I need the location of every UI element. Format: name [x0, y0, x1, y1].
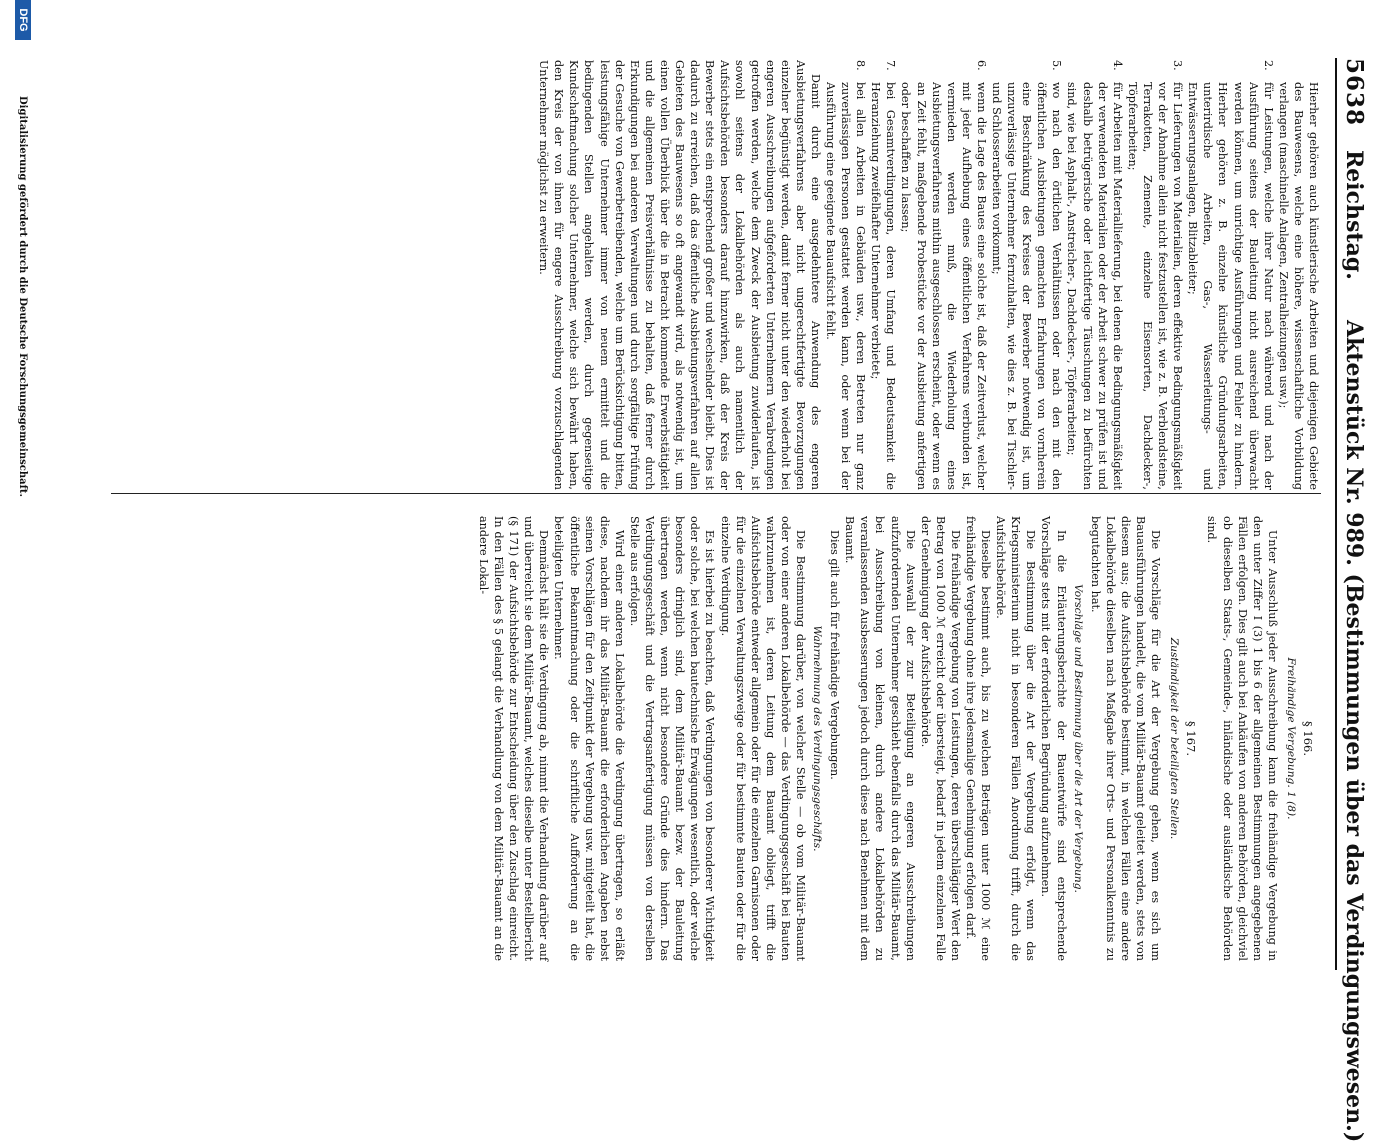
paragraph: Die Bestimmung über die Art der Vergebung erfolgt, wenn das Kriegsministerium nicht in besonderen Fällen Anordnung trifft, durch die Aufsichtsbehörde.	[994, 516, 1038, 961]
item-number: 2.	[1261, 60, 1275, 71]
section-number: § 166.	[1301, 720, 1315, 756]
item-text: wenn die Lage des Baues eine solche ist, daß der Zeitverlust, welcher mit jeder Aufhebung eines öffentlichen Verfahrens verbunden ist, vermieden werden muß, die Wiederholung eines Ausbietungsverfahrens mithin ausgeschlossen erscheint, oder wenn es an Zeit fehlt, maßgebende Probestücke vor der Ausbietung anfertigen oder beschaffen zu lassen;	[899, 82, 988, 490]
section-title: Zuständigkeit der beteiligten Stellen.	[1168, 637, 1181, 840]
subheading: Wahrnehmung des Verdingungsgeschäfts.	[811, 625, 824, 852]
column-divider	[111, 493, 1321, 494]
page-number: 5638	[1341, 58, 1368, 127]
paragraph: Es ist hierbei zu beachten, daß Verdingungen von besonderer Wichtigkeit oder solche, bei welchen bautechnische Erwägungen wesentlich, oder welche besonders dringlich sind, dem Militär-Bauamt bezw. der Bauleitung übertragen werden, wenn nicht besondere Gründe dies hindern. Das Verdingungsgeschäft und die Vertragsanfertigung müssen von derselben Stelle aus erfolgen.	[627, 516, 717, 961]
paragraph: Wird einer anderen Lokalbehörde die Verdingung übertragen, so erläßt diese, nachdem ihr das Militär-Bauamt die erforderlichen Angaben nebst seinen Vorschlägen für den Zeitpunkt der Vergebung usw. mitgeteilt hat, die öffentliche Bekanntmachung oder die schriftliche Aufforderung an die beteiligten Unternehmer.	[552, 516, 626, 961]
list-item	[898, 60, 989, 490]
section-title: Freihändige Vergebung. 1 (8).	[1284, 657, 1297, 820]
list-item	[1064, 60, 1124, 490]
subheading: Vorschläge und Bestimmung über die Art der Vergebung.	[1071, 584, 1084, 893]
item-number: 8.	[854, 60, 868, 71]
item-number: 4.	[1110, 60, 1124, 71]
paragraph: Demnächst hält sie die Verdingung ab, nimmt die Verhandlung darüber auf und überreicht sie dem Militär-Bauamt, welches dieselbe unter Bestellbericht (§ 171) der Aufsichtsbehörde zur Entscheidung über den Zuschlag einreicht. In den Fällen des § 5 gelangt die Verhandlung von dem Militär-Bauamt an die andere Lokal-	[477, 516, 551, 961]
list-item	[823, 60, 868, 490]
item-number: 3.	[1171, 60, 1185, 71]
right-column	[476, 516, 1321, 961]
item-text: für Leistungen, welche ihrer Natur nach während und nach der Ausführung seitens der Bauleitung nicht ausreichend überwacht werden können, um unrichtige Ausführungen und Fehler zu hindern. Hierher gehören z. B. einzelne künstliche Gründungsarbeiten, unterirdische Arbeiten, Gas-, Wasserleitungs- und Entwässerungsanlagen, Blitzableiter;	[1186, 82, 1275, 490]
section-number: § 167.	[1184, 720, 1199, 756]
left-column	[536, 60, 1321, 490]
item-number: 7.	[884, 60, 898, 71]
paragraph: Dies gilt auch für freihändige Vergebungen.	[828, 530, 842, 780]
dfg-logo: DFG	[15, 0, 31, 40]
paragraph: Dieselbe bestimmt auch, bis zu welchen Beträgen unter 1000 ℳ eine freihändige Vergebung ohne ihre jedesmalige Genehmigung erfolgen darf.	[964, 516, 993, 961]
list-item	[1276, 60, 1321, 490]
paragraph: Die Bestimmung darüber, von welcher Stelle — ob vom Militär-Bauamt oder von einer anderen Lokalbehörde — das Verdingungsgeschäft bei Bauten wahrzunehmen ist, deren Leitung dem Bauamt obliegt, trifft die Aufsichtsbehörde entweder allgemein oder für die einzelnen Garnisonen oder für die einzelnen Verwaltungszweige oder für bestimmte Bauten oder für die einzelne Verdingung.	[718, 516, 807, 961]
item-number: 6.	[974, 60, 988, 71]
item-text: bei Gesamtverdingungen, deren Umfang und Bedeutsamkeit die Heranziehung zweifelhafter Unternehmer verbietet;	[869, 82, 898, 490]
paragraph: Die freihändige Vergebung von Leistungen, deren überschlägiger Wert den Betrag von 1000 ℳ erreicht oder übersteigt, bedarf in jedem einzelnen Falle der Genehmigung der Aufsichtsbehörde.	[918, 516, 962, 961]
list-item	[1125, 60, 1185, 490]
list-item	[989, 60, 1064, 490]
page-header	[1335, 58, 1377, 1142]
paragraph: Die Vorschläge für die Art der Vergebung gehen, wenn es sich um Bauausführungen handelt, die vom Militär-Bauamt geleitet werden, stets von diesem aus; die Aufsichtsbehörde bestimmt, in welchen Fällen eine andere Lokalbehörde dieselben nach Maßgabe ihrer Orts- und Personalkenntnis zu begutachten hat.	[1088, 516, 1163, 961]
paragraph: Die Auswahl der zur Beteiligung an engeren Ausschreibungen aufzufordernden Unternehmer geschieht ebenfalls durch das Militär-Bauamt, bei Ausschreibung von kleinen, durch andere Lokalbehörden zu veranlassenden Ausbesserungen jedoch durch diese nach Benehmen mit dem Bauamt.	[843, 516, 917, 961]
header-title: Aktenstück Nr. 989. (Bestimmungen über das Verdingungswesen.)	[1341, 320, 1367, 1142]
item-text: bei allen Arbeiten in Gebäuden usw., deren Betreten nur ganz zuverlässigen Personen gestattet werden kann, oder wenn bei der Ausführung eine geeignete Bauaufsicht fehlt.	[824, 82, 868, 490]
digitization-credit: Digitalisierung gefördert durch die Deutsche Forschungsgemeinschaft.	[17, 96, 28, 497]
item-number: 5.	[1050, 60, 1064, 71]
item-text: Hierher gehören auch künstlerische Arbeiten und diejenigen Gebiete des Bauwesens, welche eine höhere, wissenschaftliche Vorbildung verlangen (maschinelle Anlagen, Zentralheizungen usw.);	[1276, 82, 1320, 490]
item-text: für Lieferungen von Materialien, deren effektive Bedingungsmäßigkeit vor der Abnahme allein nicht festzustellen ist, wie z. B. Verblendsteine, Terrakotten, Zemente, einzelne Eisensorten, Dachdecker-, Töpferarbeiten;	[1125, 82, 1185, 490]
item-text: wo nach den örtlichen Verhältnissen oder nach den mit den öffentlichen Ausbietungen gemachten Erfahrungen von vornherein eine Beschränkung des Kreises der Bewerber notwendig ist, um unzuverlässige Unternehmer fernzuhalten, wie dies z. B. bei Tischler- und Schlosserarbeiten vorkommt;	[990, 82, 1064, 490]
item-text: für Arbeiten mit Materiallieferung, bei denen die Bedingungsmäßigkeit der verwendeten Materialien oder der Arbeit schwer zu prüfen ist und deshalb betrügerische oder leichtfertige Täuschungen zu befürchten sind, wie bei Asphalt-, Anstreicher-, Dachdecker-, Töpferarbeiten;	[1065, 82, 1124, 490]
paragraph: In die Erläuterungsberichte der Bauentwürfe sind entsprechende Vorschläge stets mit der erforderlichen Begründung aufzunehmen.	[1039, 516, 1068, 961]
paragraph: Unter Ausschluß jeder Ausschreibung kann die freihändige Vergebung in den unter Ziffer I (3) 1 bis 6 der allgemeinen Bestimmungen angegebenen Fällen erfolgen. Dies gilt auch bei Ankäufen von anderen Behörden, gleichviel ob dieselben Staats-, Gemeinde-, inländische oder ausländische Behörden sind.	[1205, 516, 1279, 961]
paragraph: Damit durch eine ausgedehntere Anwendung des engeren Ausbietungsverfahrens aber nicht ungerechtfertigte Bevorzugungen einzelner begünstigt werden, damit ferner nicht unter den wiederholt bei engeren Ausschreibungen aufgeforderten Unternehmern Verabredungen getroffen werden, welche dem Zweck der Ausbietung zuwiderlaufen, ist sowohl seitens der Lokalbehörden als auch namentlich der Aufsichtsbehörden besonders darauf hinzuwirken, daß der Kreis der Bewerber stets ein entsprechend großer und wechselnder bleibt. Dies ist dadurch zu erreichen, daß das öffentliche Ausbietungsverfahren auf allen Gebieten des Bauwesens so oft angewandt wird, als notwendig ist, um einen vollen Überblick über die in Betracht kommende Erwerbstätigkeit und die allgemeinen Preisverhältnisse zu behalten, daß ferner durch Erkundigungen bei anderen Verwaltungen und durch sorgfältige Prüfung der Gesuche von Gewerbetreibenden, welche um Berücksichtigung bitten, leistungsfähige Unternehmer immer von neuem ermittelt und die bedingenden Stellen angehalten werden, durch gegenseitige Kundschaftmachung solcher Unternehmer, welche sich bewährt haben, den Kreis der von ihnen für engere Ausschreibung vorzuschlagenden Unternehmer möglichst zu erweitern.	[537, 60, 822, 490]
header-left: Reichstag.	[1341, 150, 1367, 280]
list-item	[868, 60, 898, 490]
list-item	[1185, 60, 1276, 490]
